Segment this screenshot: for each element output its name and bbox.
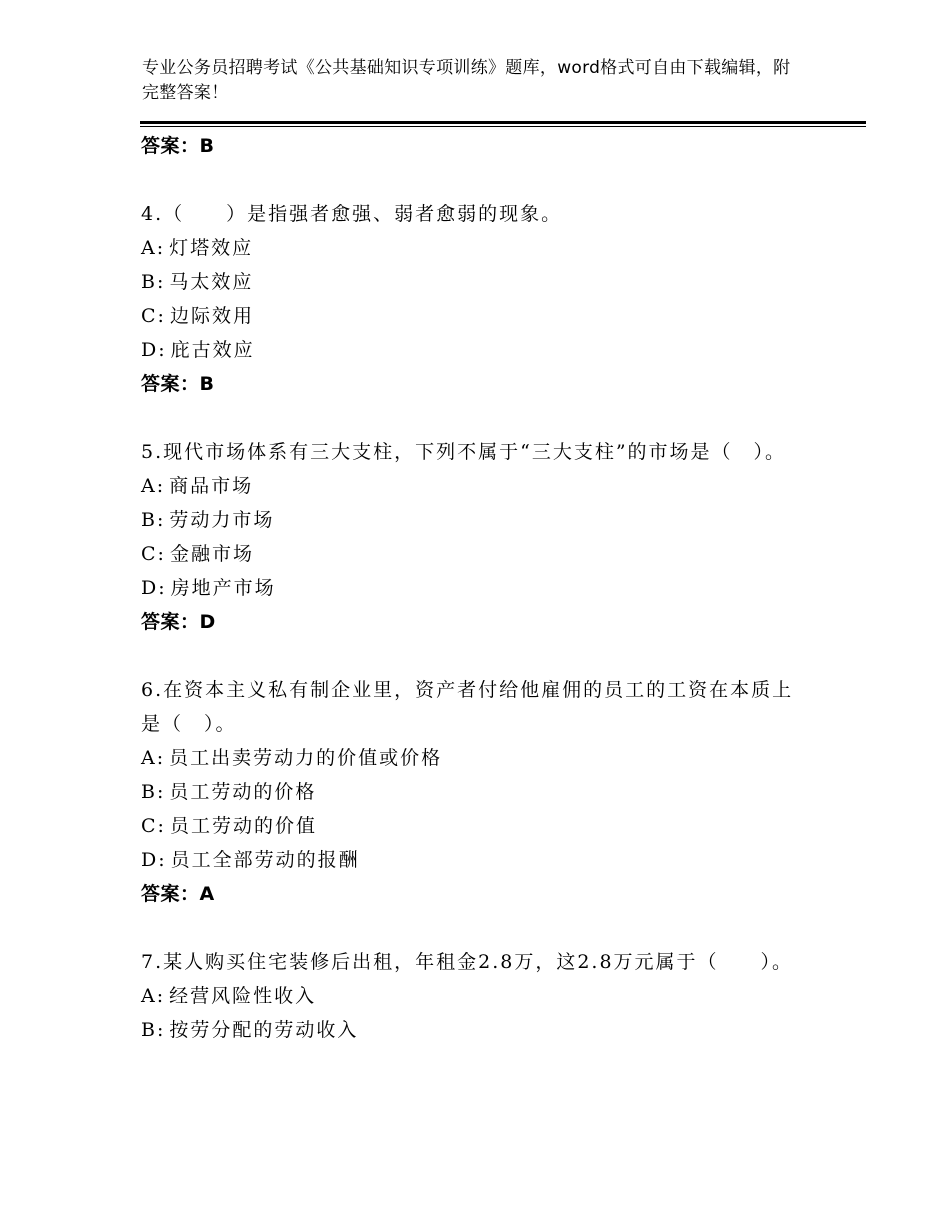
answer-line: 答案：D bbox=[141, 611, 216, 633]
option-key: C: bbox=[141, 815, 166, 837]
option-key: A: bbox=[141, 475, 166, 497]
option-b bbox=[141, 1013, 801, 1047]
option-key: B: bbox=[141, 509, 166, 531]
question-block-7 bbox=[141, 945, 801, 1047]
option-text: 经营风险性收入 bbox=[169, 985, 317, 1007]
option-key: A: bbox=[141, 237, 166, 259]
option-c bbox=[141, 299, 801, 333]
question-block-5 bbox=[141, 435, 801, 673]
answer-line: 答案：B bbox=[141, 135, 215, 157]
option-text: 劳动力市场 bbox=[169, 509, 275, 531]
option-text: 庇古效应 bbox=[170, 339, 255, 361]
option-text: 员工出卖劳动力的价值或价格 bbox=[169, 747, 443, 769]
option-text: 边际效用 bbox=[169, 305, 254, 327]
option-key: B: bbox=[141, 271, 166, 293]
option-d bbox=[141, 843, 801, 877]
option-a bbox=[141, 231, 801, 265]
option-c bbox=[141, 809, 801, 843]
question-text: 6.在资本主义私有制企业里，资产者付给他雇佣的员工的工资在本质上是（ ）。 bbox=[141, 679, 794, 735]
option-text: 灯塔效应 bbox=[169, 237, 254, 259]
option-a bbox=[141, 979, 801, 1013]
question-list bbox=[141, 129, 801, 1047]
option-b bbox=[141, 265, 801, 299]
option-d bbox=[141, 333, 801, 367]
option-c bbox=[141, 537, 801, 571]
spacer bbox=[141, 639, 801, 673]
header-rule-thin bbox=[140, 126, 866, 127]
header-rule-thick bbox=[140, 121, 866, 124]
question-text: 7.某人购买住宅装修后出租，年租金2.8万，这2.8万元属于（ ）。 bbox=[141, 951, 794, 973]
question-text: 4.（ ）是指强者愈强、弱者愈弱的现象。 bbox=[141, 203, 563, 225]
answer-line: 答案：B bbox=[141, 373, 215, 395]
option-text: 房地产市场 bbox=[170, 577, 276, 599]
spacer bbox=[141, 163, 801, 197]
option-b bbox=[141, 775, 801, 809]
option-a bbox=[141, 469, 801, 503]
spacer bbox=[141, 911, 801, 945]
option-text: 员工劳动的价格 bbox=[169, 781, 317, 803]
question-block-6 bbox=[141, 673, 801, 945]
option-text: 员工全部劳动的报酬 bbox=[170, 849, 360, 871]
option-text: 员工劳动的价值 bbox=[169, 815, 317, 837]
question-text: 5.现代市场体系有三大支柱，下列不属于“三大支柱”的市场是（ ）。 bbox=[141, 441, 787, 463]
answer-line: 答案：A bbox=[141, 883, 215, 905]
option-key: B: bbox=[141, 1019, 166, 1041]
option-key: D: bbox=[141, 849, 167, 871]
option-key: C: bbox=[141, 543, 166, 565]
option-text: 马太效应 bbox=[169, 271, 254, 293]
option-key: A: bbox=[141, 985, 166, 1007]
option-b bbox=[141, 503, 801, 537]
option-text: 商品市场 bbox=[169, 475, 254, 497]
option-d bbox=[141, 571, 801, 605]
page-header: 专业公务员招聘考试《公共基础知识专项训练》题库，word格式可自由下载编辑，附完整答案！ bbox=[142, 58, 791, 103]
spacer bbox=[141, 401, 801, 435]
option-key: C: bbox=[141, 305, 166, 327]
option-a bbox=[141, 741, 801, 775]
option-text: 按劳分配的劳动收入 bbox=[169, 1019, 359, 1041]
option-key: D: bbox=[141, 577, 167, 599]
question-block-4 bbox=[141, 197, 801, 435]
option-text: 金融市场 bbox=[169, 543, 254, 565]
option-key: A: bbox=[141, 747, 166, 769]
option-key: D: bbox=[141, 339, 167, 361]
option-key: B: bbox=[141, 781, 166, 803]
